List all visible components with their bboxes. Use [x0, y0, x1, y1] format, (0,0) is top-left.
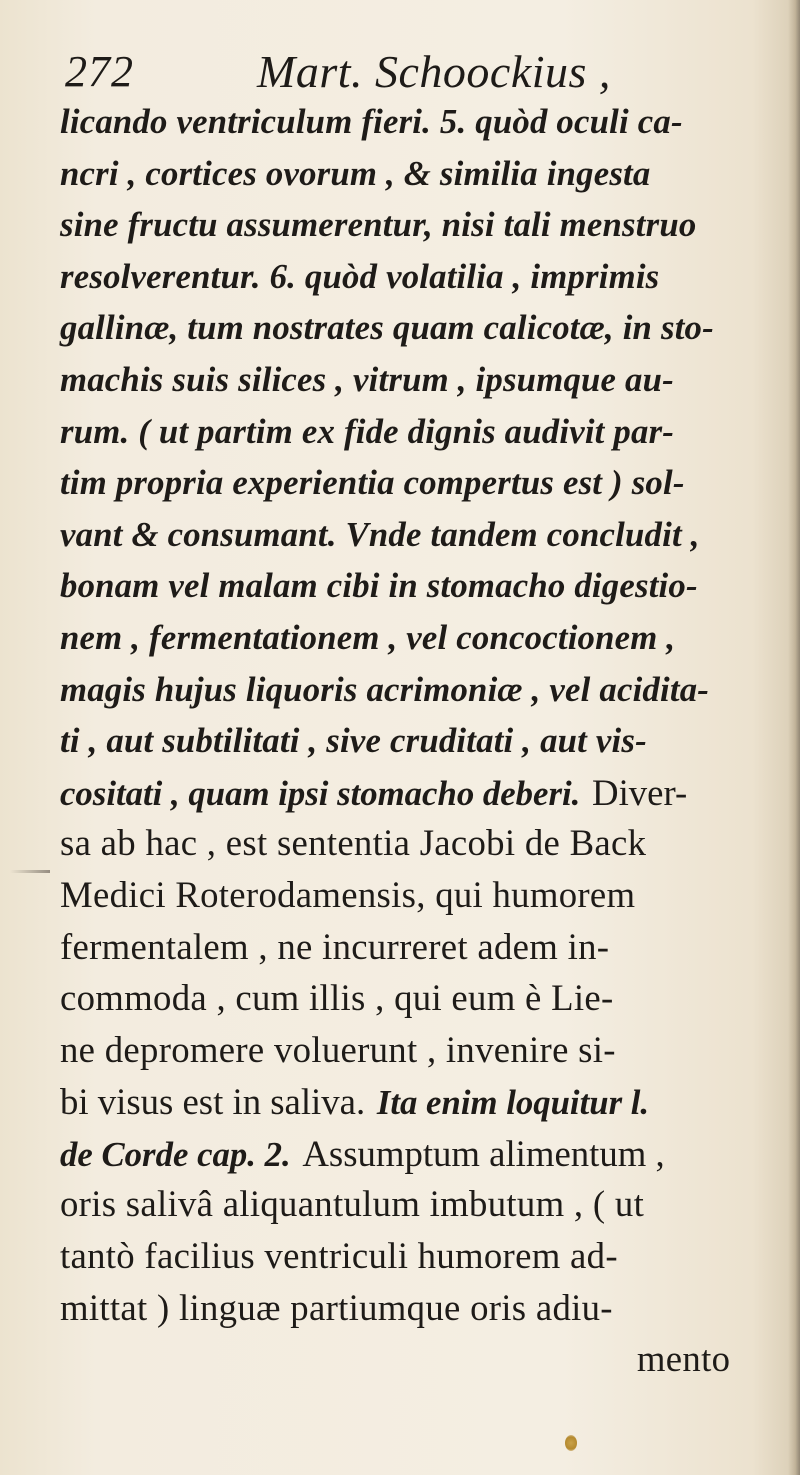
- line-25-text: mento: [636, 1339, 731, 1381]
- line-17-text: fermentalem , ne incurreret adem in-: [60, 926, 610, 968]
- line-14-italic-text: cositati , quam ipsi stomacho deberi.: [60, 773, 581, 813]
- text-line-4: [60, 251, 765, 303]
- text-line-25: [60, 1334, 765, 1386]
- text-line-23: [60, 1231, 765, 1283]
- text-line-9: [60, 509, 765, 561]
- line-6-text: machis suis silices , vitrum , ipsumque au-: [60, 359, 674, 399]
- line-14-roman-text: Diver-: [592, 772, 688, 814]
- line-4-text: resolverentur. 6. quòd volatilia , imprimis: [60, 256, 660, 296]
- line-24-text: mittat ) linguæ partiumque oris adiu-: [60, 1287, 613, 1329]
- page-number: 272: [65, 47, 134, 96]
- line-13-text: ti , aut subtilitati , sive cruditati , aut vis-: [60, 721, 647, 761]
- text-line-16: [60, 870, 765, 922]
- text-line-21: [60, 1128, 765, 1180]
- line-3-text: sine fructu assumerentur, nisi tali menstruo: [60, 205, 697, 245]
- line-22-text: oris salivâ aliquantulum imbutum , ( ut: [60, 1184, 645, 1226]
- text-line-8: [60, 457, 765, 509]
- line-1-text: licando ventriculum fieri. 5. quòd oculi ca-: [60, 102, 683, 141]
- line-5-text: gallinæ, tum nostrates quam calicotæ, in sto-: [60, 308, 714, 348]
- line-9-text: vant & consumant. Vnde tandem concludit ,: [60, 514, 700, 554]
- line-10-text: bonam vel malam cibi in stomacho digestio-: [60, 566, 698, 606]
- text-line-5: [60, 302, 765, 354]
- margin-mark: [10, 870, 50, 873]
- line-21-italic-text: de Corde cap. 2.: [60, 1134, 291, 1174]
- text-line-24: [60, 1283, 765, 1335]
- text-line-15: [60, 818, 765, 870]
- line-16-text: Medici Roterodamensis, qui humorem: [60, 874, 636, 916]
- text-line-1: [60, 96, 765, 148]
- line-20-roman-text: bi visus est in saliva.: [60, 1082, 366, 1124]
- text-line-6: [60, 354, 765, 406]
- line-15-text: sa ab hac , est sententia Jacobi de Back: [60, 823, 647, 865]
- text-line-20: [60, 1076, 765, 1128]
- line-7-text: rum. ( ut partim ex fide dignis audivit par-: [60, 411, 675, 451]
- text-line-3: [60, 199, 765, 251]
- line-20-italic-text: Ita enim loquitur l.: [376, 1083, 650, 1123]
- text-line-22: [60, 1179, 765, 1231]
- text-line-18: [60, 973, 765, 1025]
- text-line-11: [60, 612, 765, 664]
- line-11-text: nem , fermentationem , vel concoctionem ,: [60, 617, 676, 657]
- line-19-text: ne depromere voluerunt , invenire si-: [60, 1029, 616, 1071]
- text-line-2: [60, 148, 765, 200]
- page-edge-shadow: [788, 0, 800, 1475]
- line-2-text: ncri , cortices ovorum , & similia ingesta: [60, 153, 651, 193]
- text-line-7: [60, 406, 765, 458]
- text-line-19: [60, 1025, 765, 1077]
- running-head: Mart. Schoockius ,: [257, 46, 611, 97]
- line-18-text: commoda , cum illis , qui eum è Lie-: [60, 978, 614, 1020]
- line-21-roman-text: Assumptum alimentum ,: [302, 1133, 665, 1175]
- text-line-14: [60, 767, 765, 819]
- text-line-12: [60, 664, 765, 716]
- line-23-text: tantò facilius ventriculi humorem ad-: [60, 1236, 618, 1278]
- line-8-text: tim propria experientia compertus est ) sol-: [60, 463, 685, 503]
- ink-spot: [565, 1435, 577, 1451]
- page-header: [60, 42, 760, 102]
- text-line-17: [60, 922, 765, 974]
- body-text: [60, 96, 770, 1386]
- line-12-text: magis hujus liquoris acrimoniæ , vel acidita-: [60, 669, 710, 709]
- text-line-10: [60, 560, 765, 612]
- text-line-13: [60, 715, 765, 767]
